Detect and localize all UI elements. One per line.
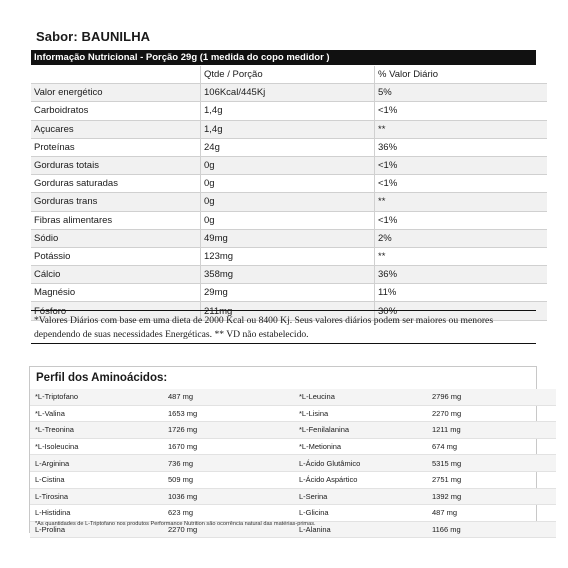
amino-name: L-Prolina	[30, 521, 163, 538]
amino-amount: 487 mg	[163, 389, 294, 405]
table-row	[31, 247, 547, 265]
nutrient-name: Potássio	[31, 247, 201, 265]
amino-name: *L-Fenilalanina	[294, 422, 427, 439]
amino-name: *L-Triptofano	[30, 389, 163, 405]
nutrient-name: Fósforo	[31, 302, 201, 320]
nutrient-quantity: 0g	[201, 211, 375, 229]
amino-amount: 1653 mg	[163, 405, 294, 422]
amino-name: *L-Treonina	[30, 422, 163, 439]
nutrition-table	[31, 66, 547, 321]
nutrient-quantity: 1,4g	[201, 102, 375, 120]
nutrient-daily-value: 36%	[375, 138, 548, 156]
amino-amount: 2751 mg	[427, 471, 556, 488]
amino-name: *L-Isoleucina	[30, 438, 163, 455]
nutrient-quantity: 0g	[201, 193, 375, 211]
amino-amount: 674 mg	[427, 438, 556, 455]
nutrient-daily-value: 30%	[375, 302, 548, 320]
amino-table	[30, 389, 556, 538]
table-row	[30, 455, 556, 472]
nutrient-quantity: 358mg	[201, 266, 375, 284]
amino-amount: 1392 mg	[427, 488, 556, 505]
amino-name: L-Ácido Glutâmico	[294, 455, 427, 472]
table-row	[31, 156, 547, 174]
amino-amount: 2270 mg	[427, 405, 556, 422]
nutrient-quantity: 49mg	[201, 229, 375, 247]
nutrient-daily-value: 11%	[375, 284, 548, 302]
nutrient-quantity: 123mg	[201, 247, 375, 265]
table-row	[30, 505, 556, 522]
nutrient-daily-value: <1%	[375, 211, 548, 229]
table-row	[30, 471, 556, 488]
table-row	[31, 138, 547, 156]
nutrient-daily-value: <1%	[375, 102, 548, 120]
nutrient-name: Carboidratos	[31, 102, 201, 120]
nutrition-header: Informação Nutricional - Porção 29g (1 medida do copo medidor )	[31, 50, 536, 65]
table-row	[31, 229, 547, 247]
table-row	[30, 488, 556, 505]
nutrient-quantity: 24g	[201, 138, 375, 156]
table-row	[31, 120, 547, 138]
column-header-quantity: Qtde / Porção	[201, 66, 375, 84]
amino-amount: 2796 mg	[427, 389, 556, 405]
amino-footnote: *As quantidades de L-Triptofano nos produtos Performance Nutrition são ocorrência natural das matérias-primas.	[35, 521, 316, 527]
nutrient-daily-value: 36%	[375, 266, 548, 284]
nutrient-name: Cálcio	[31, 266, 201, 284]
column-header-nutrient	[31, 66, 201, 84]
nutrient-quantity: 29mg	[201, 284, 375, 302]
amino-name: *L-Valina	[30, 405, 163, 422]
nutrient-name: Proteínas	[31, 138, 201, 156]
nutrient-daily-value: <1%	[375, 175, 548, 193]
amino-amount: 1211 mg	[427, 422, 556, 439]
amino-name: L-Ácido Aspártico	[294, 471, 427, 488]
table-row	[31, 284, 547, 302]
amino-profile-title: Perfil dos Aminoácidos:	[36, 372, 168, 384]
amino-amount: 1036 mg	[163, 488, 294, 505]
nutrient-daily-value: <1%	[375, 156, 548, 174]
table-row	[30, 438, 556, 455]
column-header-daily-value: % Valor Diário	[375, 66, 548, 84]
amino-name: *L-Metionina	[294, 438, 427, 455]
amino-amount: 1726 mg	[163, 422, 294, 439]
daily-value-footnote: *Valores Diários com base em uma dieta de 2000 Kcal ou 8400 Kj. Seus valores diários podem ser maiores ou menores dependendo de suas necessidades Energéticas. ** VD não estabelecido.	[31, 310, 536, 344]
nutrient-name: Fibras alimentares	[31, 211, 201, 229]
amino-name: L-Arginina	[30, 455, 163, 472]
amino-name: *L-Leucina	[294, 389, 427, 405]
nutrient-daily-value: 5%	[375, 84, 548, 102]
amino-name: L-Cistina	[30, 471, 163, 488]
amino-name: L-Glicina	[294, 505, 427, 522]
nutrient-quantity: 1,4g	[201, 120, 375, 138]
amino-amount: 2270 mg	[163, 521, 294, 538]
table-row	[30, 405, 556, 422]
amino-name: L-Histidina	[30, 505, 163, 522]
table-row	[30, 422, 556, 439]
nutrient-name: Sódio	[31, 229, 201, 247]
nutrient-daily-value: **	[375, 120, 548, 138]
amino-amount: 1670 mg	[163, 438, 294, 455]
table-header-row	[31, 66, 547, 84]
nutrient-daily-value: 2%	[375, 229, 548, 247]
amino-profile-panel	[29, 366, 537, 533]
amino-name: L-Serina	[294, 488, 427, 505]
nutrient-daily-value: **	[375, 247, 548, 265]
table-row	[31, 102, 547, 120]
amino-amount: 487 mg	[427, 505, 556, 522]
table-row	[30, 389, 556, 405]
table-row	[31, 175, 547, 193]
nutrient-daily-value: **	[375, 193, 548, 211]
table-row	[31, 84, 547, 102]
nutrient-name: Açucares	[31, 120, 201, 138]
nutrient-name: Gorduras saturadas	[31, 175, 201, 193]
table-row	[31, 211, 547, 229]
table-row	[31, 193, 547, 211]
nutrient-quantity: 0g	[201, 175, 375, 193]
amino-amount: 1166 mg	[427, 521, 556, 538]
amino-name: L-Alanina	[294, 521, 427, 538]
nutrient-name: Gorduras trans	[31, 193, 201, 211]
amino-amount: 736 mg	[163, 455, 294, 472]
amino-amount: 5315 mg	[427, 455, 556, 472]
amino-name: L-Tirosina	[30, 488, 163, 505]
nutrient-quantity: 106Kcal/445Kj	[201, 84, 375, 102]
amino-amount: 623 mg	[163, 505, 294, 522]
table-row	[31, 266, 547, 284]
flavor-label: Sabor: BAUNILHA	[36, 29, 151, 44]
amino-name: *L-Lisina	[294, 405, 427, 422]
nutrient-quantity: 211mg	[201, 302, 375, 320]
nutrient-quantity: 0g	[201, 156, 375, 174]
nutrient-name: Gorduras totais	[31, 156, 201, 174]
nutrient-name: Valor energético	[31, 84, 201, 102]
amino-amount: 509 mg	[163, 471, 294, 488]
nutrient-name: Magnésio	[31, 284, 201, 302]
